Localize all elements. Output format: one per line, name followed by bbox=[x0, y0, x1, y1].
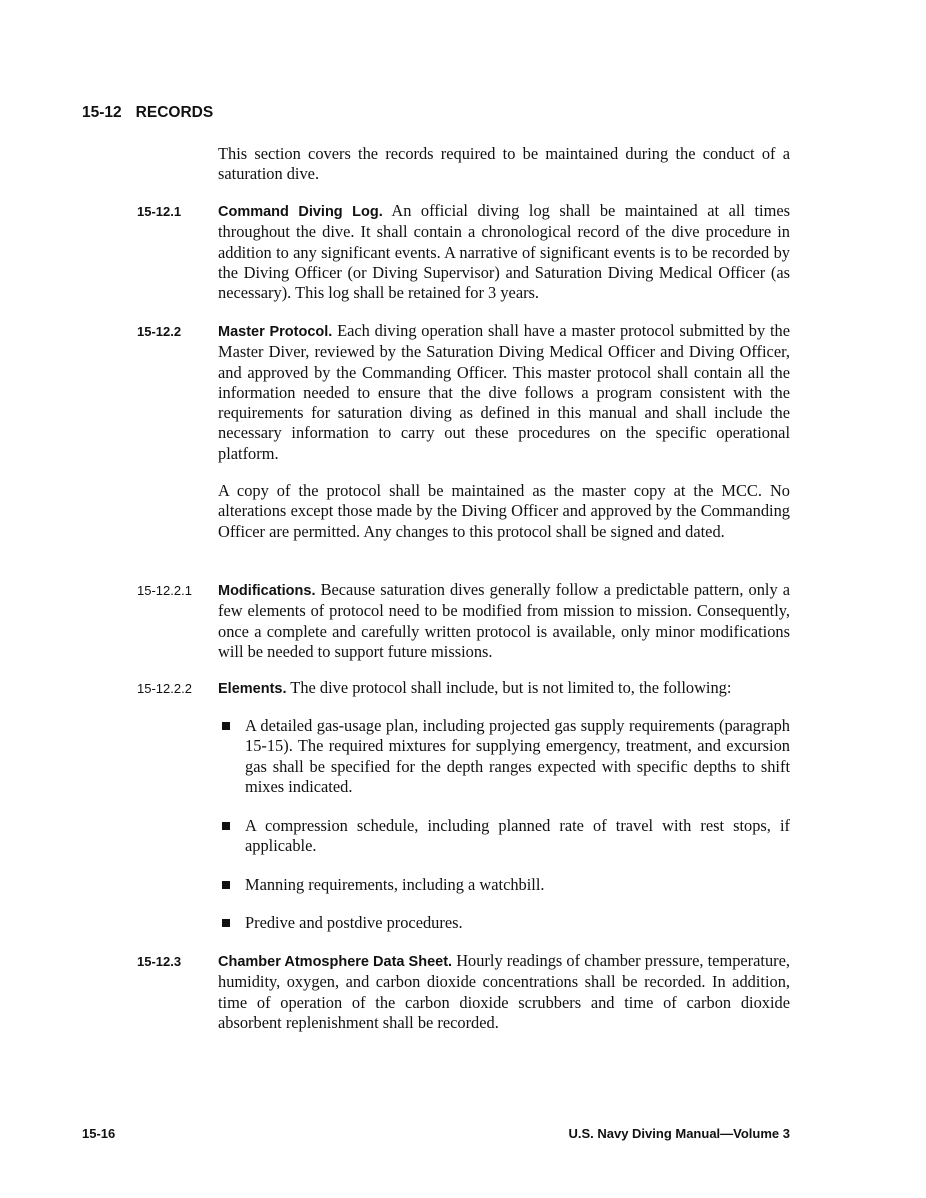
bullet-square-icon bbox=[222, 881, 230, 889]
section-paragraph bbox=[218, 321, 790, 464]
section-text: Hourly readings of chamber pressure, temperature, humidity, oxygen, and carbon dioxide concentrations shall be recorded. In addition, time of operation of the carbon dioxide scrubbers and time of carbon dioxide absorbent replenishment shall be recorded. bbox=[218, 951, 790, 1032]
intro-paragraph: This section covers the records required to be maintained during the conduct of a saturation dive. bbox=[218, 144, 790, 184]
section-paragraph bbox=[218, 951, 790, 1033]
heading-number: 15-12 bbox=[82, 104, 122, 121]
bullet-item bbox=[222, 913, 790, 933]
footer-title: U.S. Navy Diving Manual—Volume 3 bbox=[568, 1126, 790, 1141]
section-number: 15-12.1 bbox=[137, 204, 182, 219]
section-number: 15-12.3 bbox=[137, 954, 182, 969]
section-number: 15-12.2.2 bbox=[137, 681, 192, 696]
heading-title: RECORDS bbox=[135, 104, 214, 121]
section-paragraph bbox=[218, 481, 790, 542]
section-paragraph bbox=[218, 201, 790, 303]
bullet-item bbox=[222, 875, 790, 895]
section-paragraph bbox=[218, 678, 790, 699]
section-lead: Chamber Atmosphere Data Sheet. bbox=[218, 954, 453, 970]
page-number: 15-16 bbox=[82, 1126, 116, 1141]
section-lead: Command Diving Log. bbox=[218, 204, 383, 220]
section-paragraph bbox=[218, 580, 790, 662]
bullet-square-icon bbox=[222, 722, 230, 730]
section-lead: Master Protocol. bbox=[218, 324, 333, 340]
section-text: Each diving operation shall have a master protocol submitted by the Master Diver, reviewed by the Saturation Diving Medical Officer and Diving Officer, and approved by the Commanding Officer. This master protocol shall contain all the information needed to ensure that the dive follows a program consistent with the requirements for saturation diving as defined in this manual and shall include the necessary information to carry out these procedures on the specific operational platform. bbox=[218, 321, 790, 463]
bullet-text: A compression schedule, including planned rate of travel with rest stops, if applicable. bbox=[245, 816, 790, 856]
bullet-square-icon bbox=[222, 919, 230, 927]
section-lead: Modifications. bbox=[218, 583, 316, 599]
section-heading bbox=[82, 104, 213, 122]
section-text: An official diving log shall be maintained at all times throughout the dive. It shall contain a chronological record of the dive procedure in addition to any significant events. A narrative of significant events is to be recorded by the Diving Officer (or Diving Supervisor) and Saturation Diving Medical Officer (as necessary). This log shall be retained for 3 years. bbox=[218, 201, 791, 303]
section-lead: Elements. bbox=[218, 681, 287, 697]
bullet-text: A detailed gas-usage plan, including projected gas supply requirements (paragraph 15-15). The required mixtures for supplying emergency, treatment, and excursion gas shall be specified for the depth ranges expected with specific depths to shift mixes indicated. bbox=[245, 716, 790, 796]
section-number: 15-12.2.1 bbox=[137, 583, 192, 598]
section-text: A copy of the protocol shall be maintained as the master copy at the MCC. No alterations except those made by the Diving Officer and approved by the Commanding Officer are permitted. Any changes to this protocol shall be signed and dated. bbox=[218, 481, 790, 541]
bullet-item bbox=[222, 716, 790, 797]
bullet-text: Manning requirements, including a watchbill. bbox=[245, 875, 545, 894]
section-text: The dive protocol shall include, but is not limited to, the following: bbox=[286, 678, 732, 697]
section-number: 15-12.2 bbox=[137, 324, 182, 339]
bullet-item bbox=[222, 816, 790, 857]
bullet-text: Predive and postdive procedures. bbox=[245, 913, 463, 932]
section-text: Because saturation dives generally follow a predictable pattern, only a few elements of protocol need to be modified from mission to mission. Consequently, once a complete and carefully written protocol is available, only minor modifications will be needed to support future missions. bbox=[218, 580, 790, 661]
bullet-square-icon bbox=[222, 822, 230, 830]
